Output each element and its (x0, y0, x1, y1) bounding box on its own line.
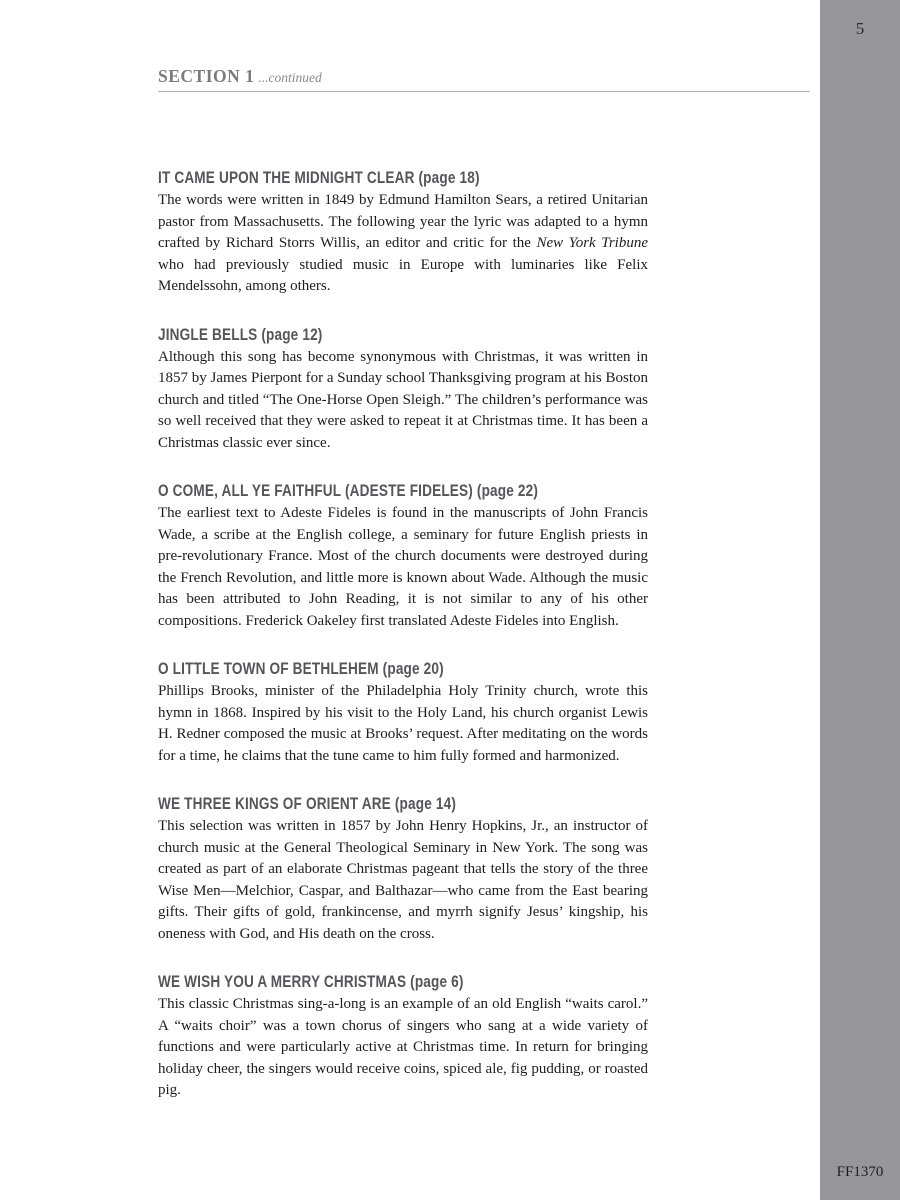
song-entry (158, 325, 648, 455)
sidebar-band (820, 0, 900, 1200)
song-entry (158, 168, 648, 298)
song-description: The words were written in 1849 by Edmund Hamilton Sears, a retired Unitarian pastor from Massachusetts. The following year the lyric was adapted to a hymn crafted by Richard Storrs Willis, an editor and critic for the New York Tribune who had previously studied music in Europe with luminaries like Felix Mendelssohn, among others. (158, 192, 648, 294)
song-heading: IT CAME UPON THE MIDNIGHT CLEAR (page 18) (158, 168, 480, 187)
content-column (158, 168, 648, 1129)
catalog-code: FF1370 (836, 1164, 884, 1180)
song-heading: O COME, ALL YE FAITHFUL (ADESTE FIDELES) (page 22) (158, 481, 539, 500)
song-entry (158, 972, 648, 1102)
song-heading: WE THREE KINGS OF ORIENT ARE (page 14) (158, 794, 457, 813)
song-entry (158, 794, 648, 945)
song-description: The earliest text to Adeste Fideles is found in the manuscripts of John Francis Wade, a scribe at the English college, a seminary for future English priests in pre-revolutionary France. Most of the church documents were destroyed during the French Revolution, and little more is known about Wade. Although the music has been attributed to John Reading, it is not similar to any of his other compositions. Frederick Oakeley first translated Adeste Fideles into English. (158, 505, 648, 629)
song-heading: WE WISH YOU A MERRY CHRISTMAS (page 6) (158, 972, 464, 991)
section-header (158, 66, 810, 92)
song-entry (158, 481, 648, 632)
page-number: 5 (855, 19, 865, 38)
song-description: This selection was written in 1857 by John Henry Hopkins, Jr., an instructor of church music at the General Theological Seminary in New York. The song was created as part of an elaborate Christmas pageant that tells the story of the three Wise Men—Melchior, Caspar, and Balthazar—who came from the East bearing gifts. Their gifts of gold, frankincense, and myrrh signify Jesus’ kingship, his oneness with God, and His death on the cross. (158, 818, 648, 942)
song-entry (158, 659, 648, 767)
song-description: Although this song has become synonymous with Christmas, it was written in 1857 by James Pierpont for a Sunday school Thanksgiving program at his Boston church and titled “The One-Horse Open Sleigh.” The children’s performance was so well received that they were asked to repeat it at Christmas time. It has been a Christmas classic ever since. (158, 348, 648, 451)
section-continued-label: ...continued (258, 70, 322, 85)
section-title: SECTION 1 (158, 66, 255, 86)
song-heading: JINGLE BELLS (page 12) (158, 324, 323, 344)
song-description: This classic Christmas sing-a-long is an example of an old English “waits carol.” A “waits choir” was a town chorus of singers who sang at a wide variety of functions and were particularly active at Christmas time. In return for bringing holiday cheer, the singers would receive coins, spiced ale, fig pudding, or roasted pig. (158, 996, 648, 1098)
song-heading: O LITTLE TOWN OF BETHLEHEM (page 20) (158, 659, 444, 678)
song-description: Phillips Brooks, minister of the Philadelphia Holy Trinity church, wrote this hymn in 1868. Inspired by his visit to the Holy Land, his church organist Lewis H. Redner composed the music at Brooks’ request. After meditating on the words for a time, he claims that the tune came to him fully formed and harmonized. (158, 683, 648, 764)
